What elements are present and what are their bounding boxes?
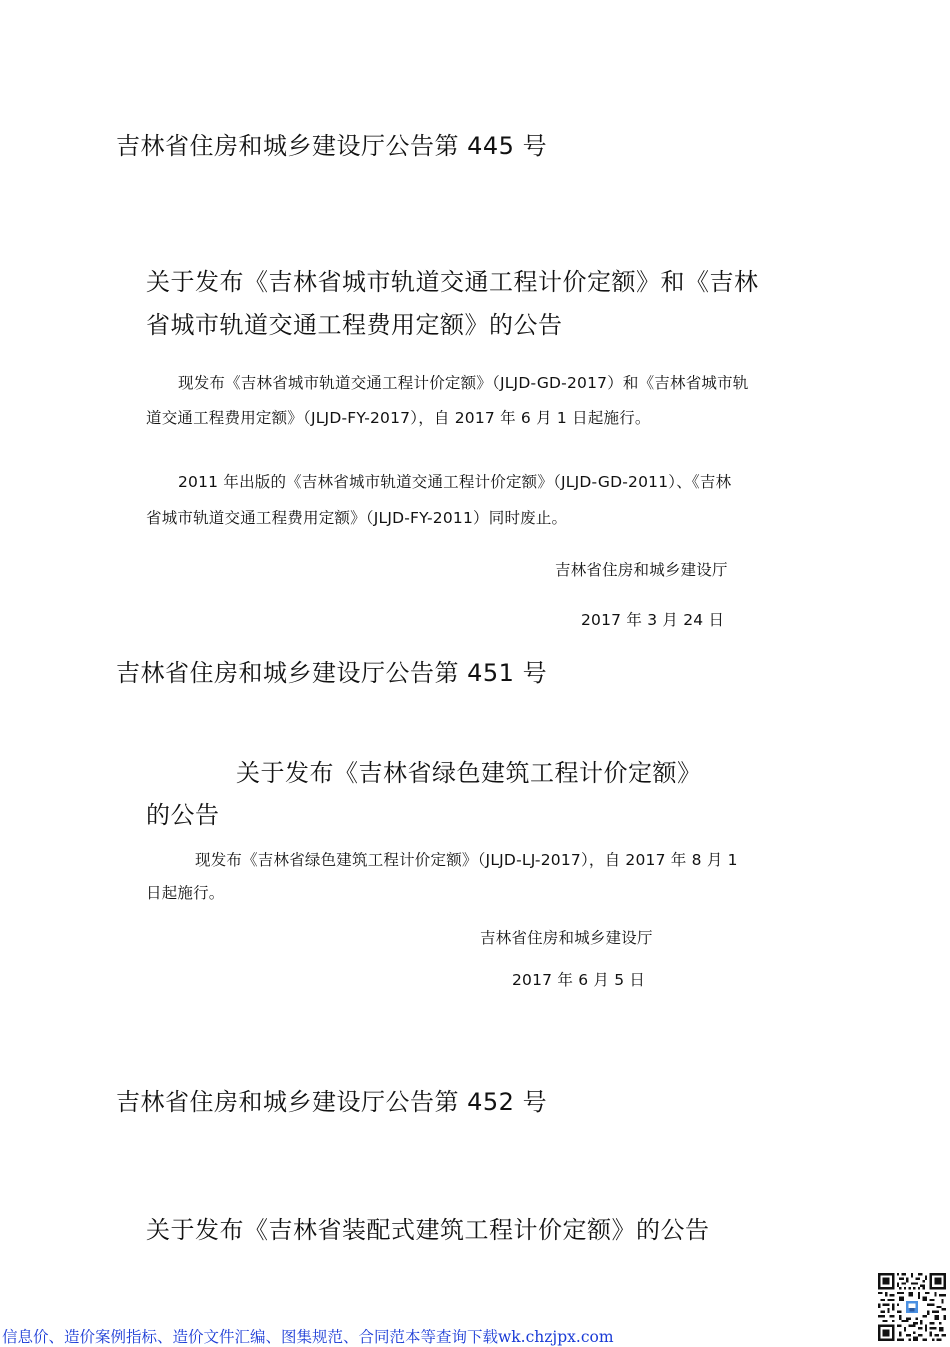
announcement-445-para1-line2: 道交通工程费用定额》（JLJD-FY-2017），自 2017 年 6 月 1 日起施行。 — [146, 409, 651, 427]
announcement-445-subtitle-line2: 省城市轨道交通工程费用定额》的公告 — [146, 311, 563, 339]
announcement-451-subtitle-line2: 的公告 — [146, 801, 220, 829]
qr-code-icon — [878, 1273, 946, 1341]
announcement-451-para1-line2: 日起施行。 — [146, 884, 225, 902]
announcement-452-title: 吉林省住房和城乡建设厅公告第 452 号 — [116, 1088, 548, 1116]
announcement-445-para2-line1: 2011 年出版的《吉林省城市轨道交通工程计价定额》（JLJD-GD-2011）、《吉林 — [178, 473, 732, 491]
announcement-451-issuer: 吉林省住房和城乡建设厅 — [480, 929, 653, 947]
announcement-445-para1-line1: 现发布《吉林省城市轨道交通工程计价定额》（JLJD-GD-2017）和《吉林省城市轨 — [178, 374, 749, 392]
announcement-451-para1-line1: 现发布《吉林省绿色建筑工程计价定额》（JLJD-LJ-2017），自 2017 年 8 月 1 — [195, 851, 738, 869]
announcement-445-para2-line2: 省城市轨道交通工程费用定额》（JLJD-FY-2011）同时废止。 — [146, 509, 568, 527]
announcement-445-title: 吉林省住房和城乡建设厅公告第 445 号 — [116, 132, 548, 160]
announcement-445-date: 2017 年 3 月 24 日 — [581, 611, 725, 629]
announcement-451-subtitle-line1: 关于发布《吉林省绿色建筑工程计价定额》 — [236, 759, 702, 787]
announcement-451-title: 吉林省住房和城乡建设厅公告第 451 号 — [116, 659, 548, 687]
footer-download-link[interactable]: 信息价、造价案例指标、造价文件汇编、图集规范、合同范本等查询下载wk.chzjpx.com — [2, 1328, 614, 1346]
announcement-445-issuer: 吉林省住房和城乡建设厅 — [555, 561, 728, 579]
announcement-445-subtitle-line1: 关于发布《吉林省城市轨道交通工程计价定额》和《吉林 — [146, 268, 759, 296]
announcement-452-subtitle: 关于发布《吉林省装配式建筑工程计价定额》的公告 — [146, 1216, 710, 1244]
announcement-451-date: 2017 年 6 月 5 日 — [512, 971, 646, 989]
